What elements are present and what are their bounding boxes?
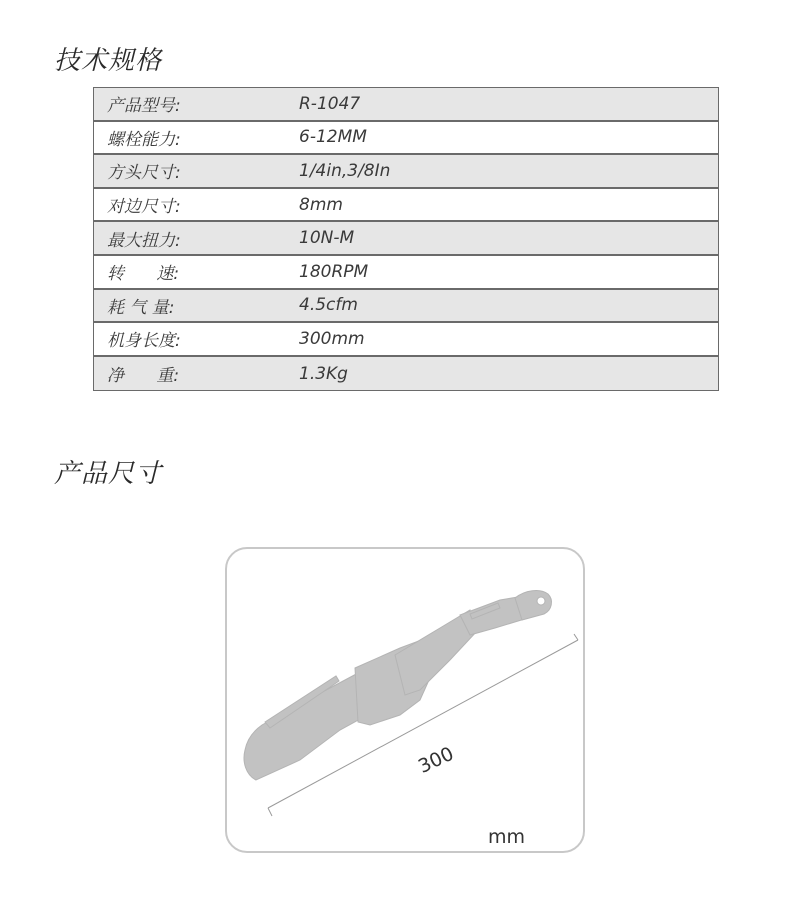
spec-label: 最大扭力: bbox=[107, 230, 181, 251]
dimension-value: 300 bbox=[415, 742, 458, 778]
spec-label: 方头尺寸: bbox=[107, 163, 181, 184]
spec-section-title: 技术规格 bbox=[54, 46, 163, 76]
spec-label: 耗 气 量: bbox=[107, 297, 175, 318]
spec-value: 300mm bbox=[299, 328, 365, 349]
spec-value: R-1047 bbox=[299, 93, 361, 114]
spec-label: 产品型号: bbox=[107, 96, 181, 117]
ratchet-wrench-silhouette bbox=[244, 591, 551, 780]
spec-value: 8mm bbox=[299, 194, 343, 215]
dimension-unit: mm bbox=[488, 826, 526, 848]
tool-handle bbox=[244, 672, 362, 780]
spec-label: 对边尺寸: bbox=[107, 197, 181, 218]
spec-value: 1/4in,3/8In bbox=[299, 160, 391, 181]
spec-value: 4.5cfm bbox=[299, 295, 358, 316]
spec-label: 螺栓能力: bbox=[107, 129, 181, 150]
spec-value: 6-12MM bbox=[299, 127, 367, 148]
spec-label: 转 速: bbox=[107, 264, 180, 285]
spec-value: 1.3Kg bbox=[299, 363, 348, 384]
spec-value: 10N-M bbox=[299, 228, 355, 249]
tool-ratchet-head bbox=[515, 591, 551, 620]
spec-label: 净 重: bbox=[107, 366, 180, 387]
tool-head-hole bbox=[537, 597, 545, 605]
spec-label: 机身长度: bbox=[107, 331, 181, 352]
spec-value: 180RPM bbox=[299, 261, 369, 282]
dimension-section-title: 产品尺寸 bbox=[54, 459, 163, 489]
